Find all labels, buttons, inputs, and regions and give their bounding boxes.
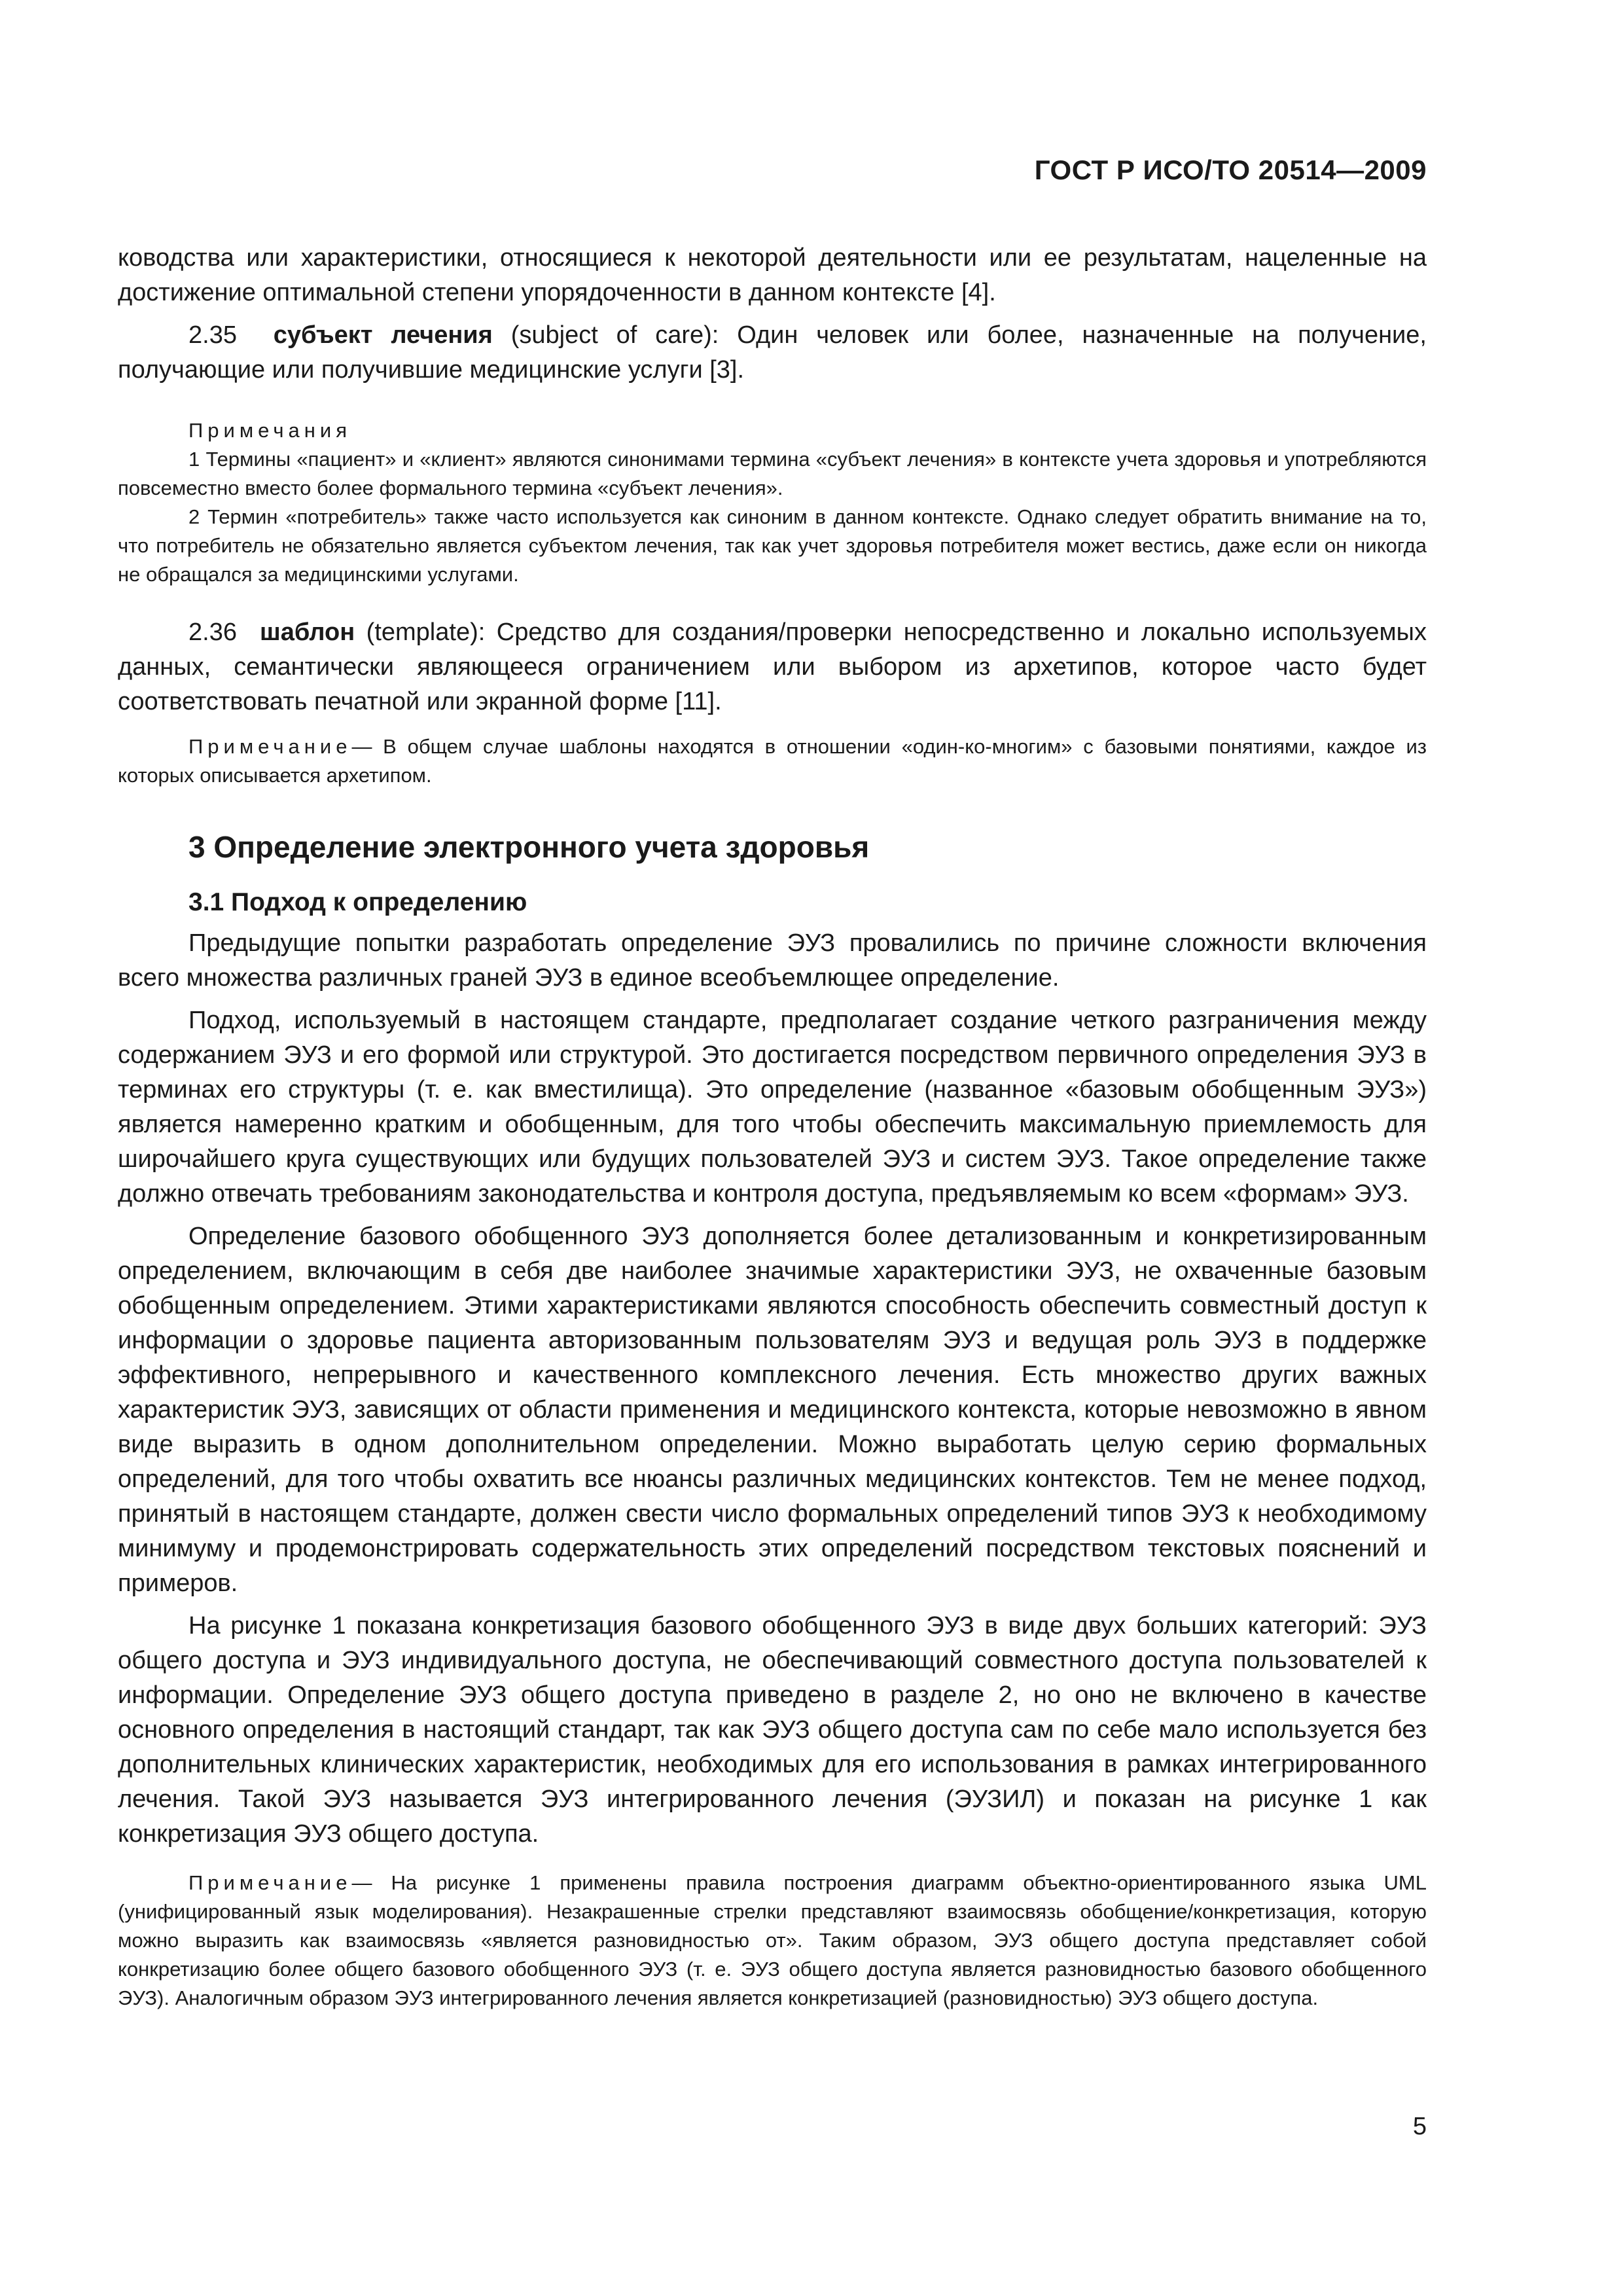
definition-number: 2.36: [188, 619, 237, 646]
note-label: Примечание: [188, 1871, 352, 1894]
intro-paragraph: ководства или характеристики, относящиеся к некоторой деятельности или ее результатам, нацеленные на достижение оптимальной степени упорядоченности в данном контексте [4].: [118, 244, 1427, 306]
note-item: 2 Термин «потребитель» также часто используется как синоним в данном контексте. Однако следует обратить внимание на то, что потребитель не обязательно является субъектом лечения, так как учет здоровья потребителя может вестись, даже если он никогда не обращался за медицинскими услугами.: [118, 505, 1427, 586]
page-number: 5: [1412, 2113, 1427, 2140]
notes-block: [118, 416, 1427, 589]
document-header-code: ГОСТ Р ИСО/ТО 20514—2009: [1034, 154, 1427, 185]
note-text: — На рисунке 1 применены правила построения диаграмм объектно-ориентированного языка UML (унифицированный язык моделирования). Незакрашенные стрелки представляют взаимосвязь обобщение/конкретизация, которую можно выразить как взаимосвязь «является разновидностью от». Таким образом, ЭУЗ общего доступа представляет собой конкретизацию более общего базового обобщенного ЭУЗ (т. е. ЭУЗ общего доступа является разновидностью базового обобщенного ЭУЗ). Аналогичным образом ЭУЗ интегрированного лечения является конкретизацией (разновидностью) ЭУЗ общего доступа.: [118, 1871, 1427, 2009]
notes-heading: Примечания: [188, 419, 351, 442]
definition-term: шаблон: [260, 619, 355, 646]
body-paragraph: Подход, используемый в настоящем стандарте, предполагает создание четкого разграничения между содержанием ЭУЗ и его формой или структурой. Это достигается посредством первичного определения ЭУЗ в терминах его структуры (т. е. как вместилища). Это определение (названное «базовым обобщенным ЭУЗ») является намеренно кратким и обобщенным, для того чтобы обеспечить максимальную приемлемость для широчайшего круга существующих или будущих пользователей ЭУЗ и систем ЭУЗ. Такое определение также должно отвечать требованиям законодательства и контроля доступа, предъявляемым ко всем «формам» ЭУЗ.: [118, 1007, 1427, 1208]
note-label: Примечание: [188, 735, 352, 758]
body-paragraph: Предыдущие попытки разработать определение ЭУЗ провалились по причине сложности включения всего множества различных граней ЭУЗ в единое всеобъемлющее определение.: [118, 929, 1427, 992]
subsection-title: 3.1 Подход к определению: [188, 888, 527, 916]
definition-term: субъект лечения: [273, 321, 493, 349]
final-note: [118, 1869, 1427, 2013]
definition-2-36: [118, 615, 1427, 719]
definition-number: 2.35: [188, 321, 237, 349]
note-text: — В общем случае шаблоны находятся в отношении «один-ко-многим» с базовыми понятиями, каждое из которых описывается архетипом.: [118, 735, 1427, 787]
definition-text: (subject of care): Один человек или более, назначенные на получение, получающие или получившие медицинские услуги [3].: [118, 321, 1427, 384]
note-2-36: [118, 732, 1427, 790]
note-item: 1 Термины «пациент» и «клиент» являются синонимами термина «субъект лечения» в контексте учета здоровья и употребляются повсеместно вместо более формального термина «субъект лечения».: [118, 448, 1427, 499]
body-paragraph: На рисунке 1 показана конкретизация базового обобщенного ЭУЗ в виде двух больших категорий: ЭУЗ общего доступа и ЭУЗ индивидуального доступа, не обеспечивающий совместного доступа пользователей к информации. Определение ЭУЗ общего доступа приведено в разделе 2, но оно не включено в качестве основного определения в настоящий стандарт, так как ЭУЗ общего доступа сам по себе мало используется без дополнительных клинических характеристик, необходимых для его использования в рамках интегрированного лечения. Такой ЭУЗ называется ЭУЗ интегрированного лечения (ЭУЗИЛ) и показан на рисунке 1 как конкретизация ЭУЗ общего доступа.: [118, 1612, 1427, 1848]
body-paragraph: Определение базового обобщенного ЭУЗ дополняется более детализованным и конкретизированным определением, включающим в себя две наиболее значимые характеристики ЭУЗ, не охваченные базовым обобщенным определением. Этими характеристиками являются способность обеспечить совместный доступ к информации о здоровье пациента авторизованным пользователям ЭУЗ и ведущая роль ЭУЗ в поддержке эффективного, непрерывного и качественного комплексного лечения. Есть множество других важных характеристик ЭУЗ, зависящих от области применения и медицинского контекста, которые невозможно в явном виде выразить в одном дополнительном определении. Можно выработать целую серию формальных определений, для того чтобы охватить все нюансы различных медицинских контекстов. Тем не менее подход, принятый в настоящем стандарте, должен свести число формальных определений типов ЭУЗ к необходимому минимуму и продемонстрировать содержательность этих определений посредством текстовых пояснений и примеров.: [118, 1223, 1427, 1597]
definition-2-35: [118, 318, 1427, 387]
section-title: 3 Определение электронного учета здоровья: [188, 830, 870, 864]
document-body: [118, 241, 1427, 2013]
definition-text: (template): Средство для создания/проверки непосредственно и локально используемых данных, семантически являющееся ограничением или выбором из архетипов, которое часто будет соответствовать печатной или экранной форме [11].: [118, 619, 1427, 715]
